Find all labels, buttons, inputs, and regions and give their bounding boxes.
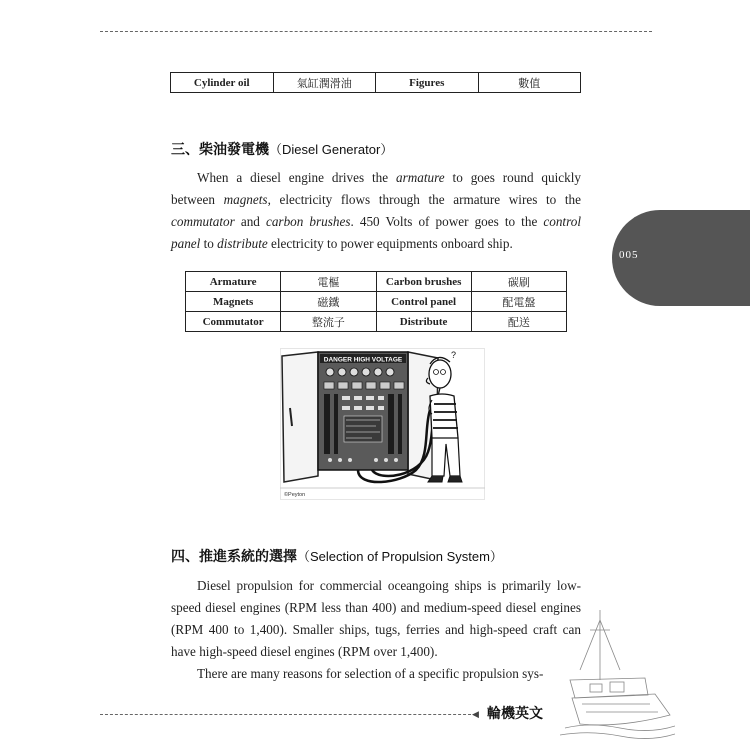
table-cell: 配送 [471,312,566,332]
heading-en: （Selection of Propulsion System） [297,549,503,564]
footer-dashed-rule [100,714,476,715]
table-cell: 磁鐵 [281,292,376,312]
paragraph: Diesel propulsion for commercial oceangoing ships is primarily low-speed diesel engines (RPM less than 400) and medium-speed diesel engines (RPM 400 to 1,400). Smaller ships, tugs, ferries and high-speed craft can have high-speed diesel engines (RPM over 1,400). [171,578,581,659]
table-row [171,73,581,93]
heading-zh: 三、柴油發電機 [171,142,269,158]
table-cell: 整流子 [281,312,376,332]
table-row [186,312,567,332]
table-cell: Carbon brushes [376,272,471,292]
table-cell: Control panel [376,292,471,312]
sign-text: DANGER HIGH VOLTAGE [323,356,403,364]
vocab-table-diesel-generator [185,271,567,332]
paragraph: There are many reasons for selection of a specific propulsion sys- [197,666,544,681]
table-cell: 氣缸潤滑油 [273,73,376,93]
heading-en: （Diesel Generator） [269,142,394,157]
section-heading-propulsion-system [171,546,503,566]
page-number: 005 [619,249,639,261]
table-row [186,272,567,292]
footer-book-title: 輪機英文 [487,706,543,722]
table-cell: 碳刷 [471,272,566,292]
footer-arrow-icon: ◀ [472,709,479,719]
paragraph-propulsion-system [171,575,581,685]
table-cell: 電樞 [281,272,376,292]
table-cell: Commutator [186,312,281,332]
table-cell: 配電盤 [471,292,566,312]
illustration-signature: ©Peyton [284,492,306,498]
table-cell: Magnets [186,292,281,312]
section-heading-diesel-generator [171,139,393,159]
table-cell: Armature [186,272,281,292]
table-row [186,292,567,312]
table-cell: Figures [376,73,479,93]
control-panel-cartoon [280,348,485,500]
top-dashed-rule [100,31,652,32]
table-cell: Cylinder oil [171,73,274,93]
table-cell: 數值 [478,73,581,93]
svg-text:?: ? [451,350,457,360]
table-cell: Distribute [376,312,471,332]
paragraph-diesel-generator: When a diesel engine drives the armature to goes round quickly between magnets, electricity flows through the armature wires to the commutator and carbon brushes. 450 Volts of power goes to the control panel to distribute electricity to power equipments onboard ship. [171,170,582,251]
vocab-table-cylinder-oil [170,72,581,93]
ship-sketch [560,600,675,740]
heading-zh: 四、推進系統的選擇 [171,549,297,565]
